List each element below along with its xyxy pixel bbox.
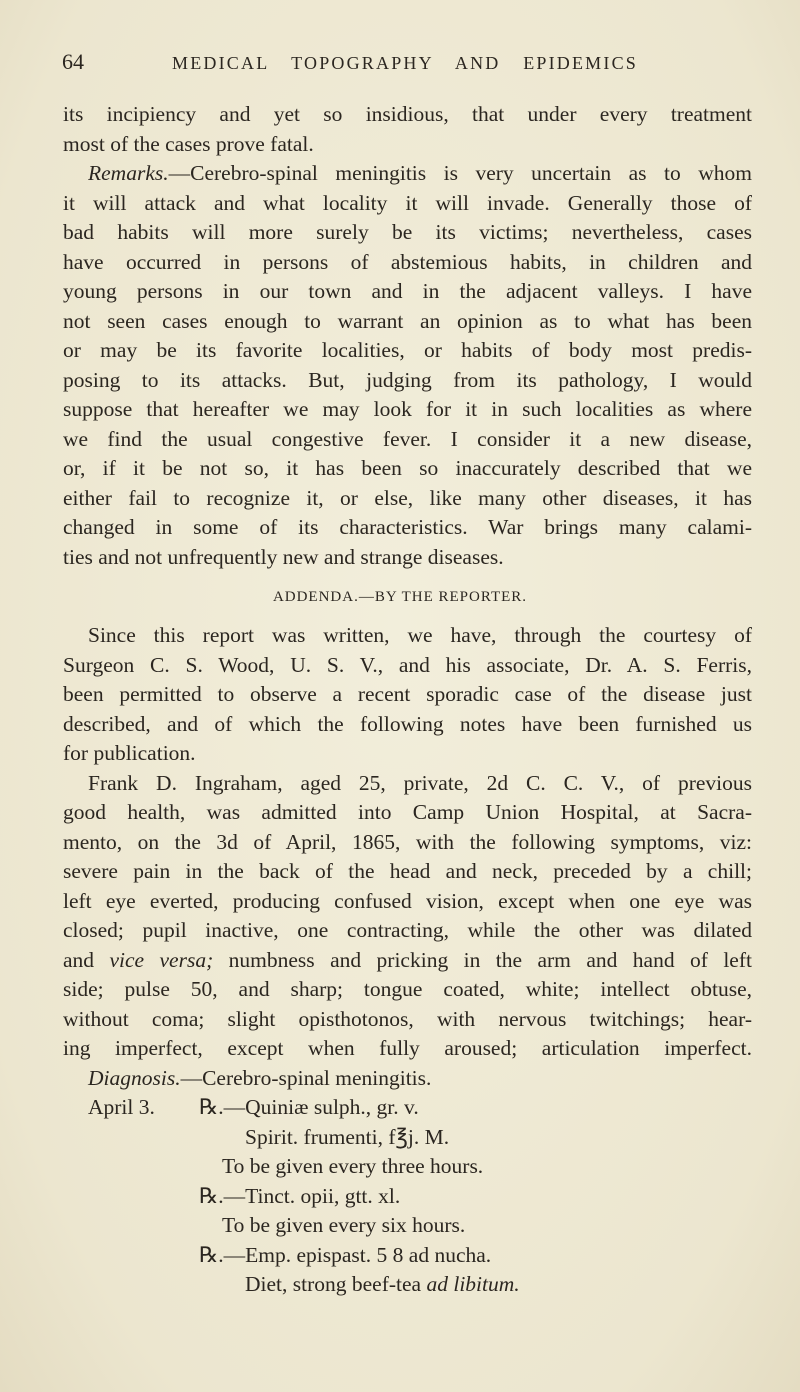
text-segment: —Cerebro-spinal meningitis. [180,1065,432,1090]
text-line [63,218,752,247]
text-line [222,1152,483,1181]
text-line [88,769,752,798]
text-line [63,454,752,483]
text-line [88,159,752,188]
text-segment: we find the usual congestive fever. I consider it a new disease, [63,426,752,451]
text-line [63,189,752,218]
text-line [63,484,752,513]
text-line [199,1182,400,1211]
text-line [88,1093,419,1122]
text-segment: either fail to recognize it, or else, like many other diseases, it has [63,485,752,510]
text-line [63,916,752,945]
text-segment: ℞.—Quiniæ sulph., gr. v. [199,1095,419,1119]
text-line [63,248,752,277]
text-segment: good health, was admitted into Camp Union Hospital, at Sacra- [63,800,752,824]
text-line [63,798,752,827]
text-line [63,130,314,159]
text-segment: side; pulse 50, and sharp; tongue coated, white; intellect obtuse, [63,977,752,1001]
text-segment: April 3. [88,1095,155,1119]
text-segment: for publication. [63,741,196,765]
text-segment: or, if it be not so, it has been so inaccurately described that we [63,456,752,480]
text-segment: Since this report was written, we have, through the courtesy of [88,623,752,647]
text-segment: suppose that hereafter we may look for it in such localities as where [63,397,752,421]
text-line [63,513,752,542]
text-segment: ℞.—Emp. epispast. 5 8 ad nucha. [199,1242,492,1267]
text-segment: bad habits will more surely be its victims; nevertheless, cases [63,220,752,244]
text-segment: and [63,947,110,972]
text-line [63,425,752,454]
text-line [63,946,752,975]
text-line [63,1005,752,1034]
page-number: 64 [62,49,84,74]
italic-text: ad libitum. [426,1272,520,1296]
italic-text: Remarks. [88,161,169,185]
text-line [63,887,752,916]
running-title: MEDICAL TOPOGRAPHY AND EPIDEMICS [172,53,638,73]
text-segment: To be given every three hours. [222,1154,484,1178]
text-segment: —Cerebro-spinal meningitis is very uncertain as to whom [168,161,752,185]
text-segment: Spirit. frumenti, f℥j. M. [245,1124,450,1149]
text-line [63,395,752,424]
text-line [63,975,752,1004]
text-line [63,366,752,395]
text-segment: not seen cases enough to warrant an opinion as to what has been [63,308,752,333]
text-segment: it will attack and what locality it will invade. Generally those of [63,190,752,215]
text-segment: posing to its attacks. But, judging from its pathology, I would [63,367,752,392]
text-line [63,739,196,768]
text-segment: without coma; slight opisthotonos, with nervous twitchings; hear- [63,1006,752,1031]
text-line [245,1123,449,1152]
text-line [63,828,752,857]
text-line [222,1211,465,1240]
text-segment: Frank D. Ingraham, aged 25, private, 2d C. C. V., of previous [88,770,752,795]
text-line [63,651,752,680]
text-segment: ties and not unfrequently new and strange diseases. [63,544,504,569]
addenda-heading: ADDENDA.—BY THE REPORTER. [272,589,528,605]
italic-text: vice versa; [109,947,214,972]
text-segment: left eye everted, producing confused vision, except when one eye was [63,888,752,913]
text-segment: Surgeon C. S. Wood, U. S. V., and his associate, Dr. A. S. Ferris, [63,652,752,677]
text-line [63,710,752,739]
text-segment: most of the cases prove fatal. [63,131,314,156]
text-segment: or may be its favorite localities, or habits of body most predis- [63,338,752,362]
text-segment: Diet, strong beef-tea [245,1272,427,1296]
text-segment: young persons in our town and in the adjacent valleys. I have [63,279,752,303]
text-line [63,680,752,709]
text-line [63,100,752,129]
text-line [63,336,752,365]
text-segment: severe pain in the back of the head and neck, preceded by a chill; [63,859,752,883]
text-segment: its incipiency and yet so insidious, that under every treatment [63,102,752,126]
text-segment: To be given every six hours. [222,1213,466,1237]
text-line [88,621,752,650]
text-line [88,1064,431,1093]
text-line [245,1270,520,1299]
text-line [63,277,752,306]
text-segment: closed; pupil inactive, one contracting, while the other was dilated [63,918,752,942]
text-segment: mento, on the 3d of April, 1865, with the following symptoms, viz: [63,829,752,854]
text-segment: have occurred in persons of abstemious habits, in children and [63,249,752,274]
text-line [63,857,752,886]
text-segment: ing imperfect, except when fully aroused; articulation imperfect. [63,1036,752,1060]
text-segment: described, and of which the following notes have been furnished us [63,711,752,736]
text-line [63,307,752,336]
text-line [63,1034,752,1063]
text-line [199,1241,491,1270]
text-line [63,543,504,572]
text-segment: ℞.—Tinct. opii, gtt. xl. [199,1183,401,1208]
text-segment: numbness and pricking in the arm and hand of left [213,947,752,972]
text-segment: changed in some of its characteristics. War brings many calami- [63,515,752,539]
text-segment: been permitted to observe a recent sporadic case of the disease just [63,682,752,706]
italic-text: Diagnosis. [88,1065,181,1090]
